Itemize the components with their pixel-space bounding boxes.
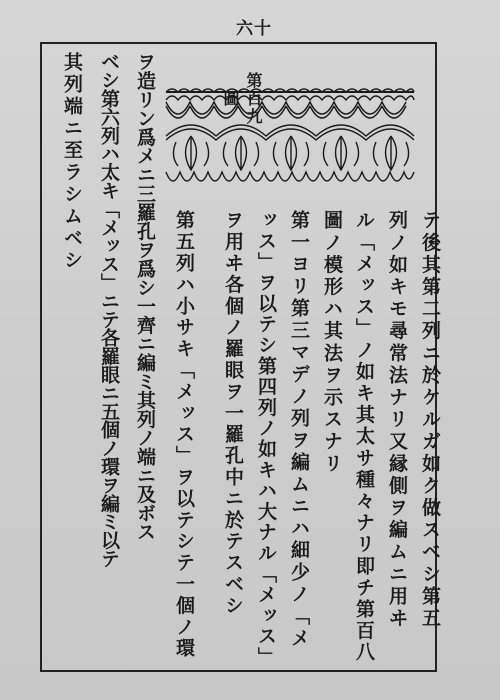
text-column-5: 第一ヨリ第三マデノ列ヲ編ムニハ細少ノ「メ xyxy=(288,210,310,650)
page-number: 六十 xyxy=(236,19,272,39)
text-column-1: テ後其第二列ニ於ケルガ如ク做スベシ第五 xyxy=(419,210,441,630)
lace-illustration xyxy=(164,86,416,194)
text-column-11: 其列端ニ至ラシムベシ xyxy=(61,52,83,272)
text-column-8: 第五列ハ小サキ「メッス」ヲ以テシテ一個ノ環 xyxy=(173,210,195,660)
text-column-6: ッス」ヲ以テシ第四列ノ如キハ大ナル「メッス」 xyxy=(255,210,277,668)
text-column-3: ル「メッス」ノ如キ其太サ種々ナリ即チ第百八 xyxy=(353,210,375,664)
text-column-7: ヲ用ヰ各個ノ羅眼ヲ一羅孔中ニ於テスベシ xyxy=(222,210,244,617)
text-column-2: 列ノ如キモ尋常法ナリ又縁側ヲ編ムニ用ヰ xyxy=(386,210,408,630)
text-column-4: 圖ノ模形ハ其法ヲ示スナリ xyxy=(321,210,343,476)
figure-caption: 第百九圖 xyxy=(221,72,263,126)
text-column-9: ヲ造リン爲メニ三羅孔ヲ爲シ一齊ニ編ミ其列ノ端ニ及ボス xyxy=(134,52,156,541)
text-column-10: ベシ第六列ハ太キ「メッス」ニテ各羅眼ニ五個ノ環ヲ編ミ以テ xyxy=(98,52,120,568)
